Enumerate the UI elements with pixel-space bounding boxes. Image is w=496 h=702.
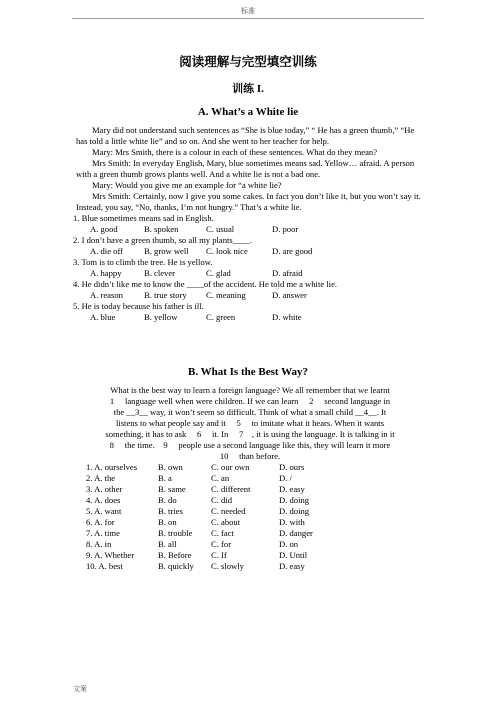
cloze-options [76,495,424,506]
option: D. poor [272,224,299,234]
cloze-options [76,506,424,517]
option: B. clever [144,268,176,278]
option: C. about [211,517,241,527]
option: B. spoken [144,224,179,234]
passage-a [73,125,422,323]
option: C. needed [211,506,246,516]
question-stem: 2. I don’t have a green thumb, so all my plants____. [73,235,253,245]
option: A. blue [90,312,116,322]
question-stem: 5. He is today because his father is ill. [73,301,204,311]
option: D. Until [279,550,308,560]
cloze-options [76,484,424,495]
option: A. reason [90,290,123,300]
cloze-options [76,528,424,539]
option: 8. A. in [86,539,112,549]
passage-a-paragraph: Mrs Smith: Certainly, now I give you some cakes. In fact you don’t like it, but you won’t say it. Instead, you say, “No, thanks, I’m not hungry.” That’s a white lie. [76,191,421,212]
passage-a-paragraph: Mary: Mrs Smith, there is a colour in each of these sentences. What do they mean? [92,147,378,157]
option: B. Before [158,550,192,560]
cloze-options [76,473,424,484]
option: A. die off [90,246,124,256]
option: D. white [272,312,302,322]
option: 6. A. for [86,517,115,527]
option: 9. A. Whether [86,550,135,560]
question-stem: 1. Blue sometimes means sad in English. [73,213,214,223]
option: C. If [211,550,227,560]
option: B. all [158,539,177,549]
option: C. green [206,312,236,322]
passage-b-line: the __3__ way, it won’t seem so difficult. Think of what a small child __4__. It [113,407,387,417]
option: C. usual [206,224,235,234]
question-options [76,268,422,279]
option: C. different [211,484,251,494]
question-stem: 3. Tom is to climb the tree. He is yellow. [73,257,213,267]
option: D. danger [279,528,313,538]
option: D. doing [279,506,310,516]
cloze-options [76,539,424,550]
option: B. true story [144,290,187,300]
passage-b-line: 1 language well when were children. If we can learn 2 second language in [109,396,391,406]
option: B. a [158,473,172,483]
drill-title: 训练 I. [232,83,264,95]
option: C. fact [211,528,234,538]
passage-a-paragraph: Mrs Smith: In everyday English, Mary, blue sometimes means sad. Yellow… afraid. A person with a green thumb grows plants well. And a white lie is not a bad one. [76,158,415,179]
option: 3. A. other [86,484,123,494]
option: D. on [279,539,299,549]
cloze-options [76,462,424,473]
passage-b-line: something, it has to ask 6 it. In 7 , it is using the language. It is talking in it [105,429,395,439]
page-title: 阅读理解与完型填空训练 [179,55,317,69]
question-stem: 4. He didn’t like me to know the ____of the accident. He told me a white lie. [73,279,338,289]
option: C. meaning [206,290,246,300]
option: 1. A. ourselves [86,462,138,472]
option: D. doing [279,495,310,505]
option: B. own [158,462,183,472]
passage-b-line: 10 than before. [219,451,281,461]
option: B. same [158,484,186,494]
option: D. afraid [272,268,303,278]
option: C. slowly [211,561,244,571]
option: D. are good [272,246,313,256]
option: B. grow well [144,246,189,256]
option: C. for [211,539,232,549]
passage-a-title: A. What’s a White lie [197,106,299,118]
passage-b-line: listens to what people say and it 5 to imitate what it hears. When it wants [115,418,385,428]
option: D. easy [279,561,305,571]
page-header: 标准 [241,7,255,15]
passage-b [76,385,424,572]
option: B. quickly [158,561,194,571]
cloze-options [76,550,424,561]
header-divider [72,18,424,19]
cloze-options [76,517,424,528]
option: B. trouble [158,528,193,538]
question-options [76,224,422,235]
option: B. on [158,517,177,527]
option: D. easy [279,484,305,494]
option: B. do [158,495,177,505]
option: D. ours [279,462,305,472]
page-footer: 文案 [73,685,87,693]
passage-b-line: 8 the time. 9 people use a second language like this, they will learn it more [109,440,391,450]
question-options [76,246,422,257]
option: 7. A. time [86,528,120,538]
option: B. yellow [144,312,178,322]
passage-a-paragraph: Mary did not understand such sentences as “She is blue today,” “ He has a green thumb,” “He has told a little white lie” and so on. And she went to her teacher for help. [76,125,415,146]
option: A. happy [90,268,122,278]
option: C. look nice [206,246,248,256]
option: 2. A. the [86,473,116,483]
option: 5. A. want [86,506,122,516]
option: D. answer [272,290,307,300]
option: B. tries [158,506,183,516]
question-options [76,312,422,323]
option: C. our own [211,462,250,472]
question-options [76,290,422,301]
option: 4. A. does [86,495,121,505]
option: D. / [279,473,292,483]
passage-b-line: What is the best way to learn a foreign language? We all remember that we learnt [110,385,390,395]
option: A. good [90,224,118,234]
option: C. did [211,495,233,505]
passage-b-title: B. What Is the Best Way? [187,366,308,378]
option: C. glad [206,268,231,278]
option: D. with [279,517,305,527]
option: 10. A. best [86,561,123,571]
cloze-options [76,561,424,572]
passage-a-paragraph: Mary: Would you give me an example for “a white lie? [92,180,282,190]
option: C. an [211,473,230,483]
